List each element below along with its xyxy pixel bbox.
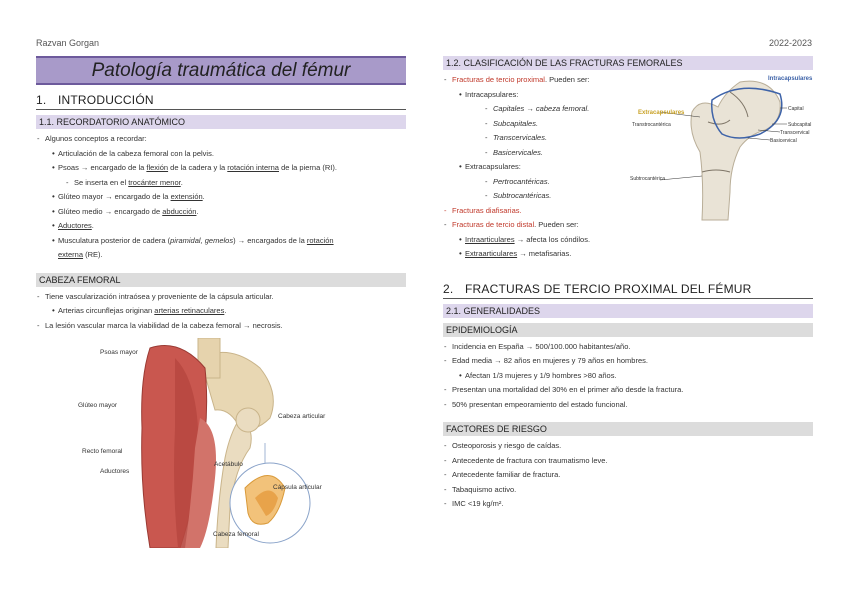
- subsection-generalidades: 2.1. GENERALIDADES: [443, 304, 813, 318]
- subsection-epidemiologia: EPIDEMIOLOGÍA: [443, 323, 813, 337]
- list-item: • Afectan 1/3 mujeres y 1/9 hombres >80 años.: [443, 369, 813, 384]
- section-title: FRACTURAS DE TERCIO PROXIMAL DEL FÉMUR: [465, 281, 752, 296]
- section-fracturas-proximal: [443, 280, 813, 299]
- list-item: - Fracturas de tercio distal. Pueden ser:: [443, 218, 813, 233]
- header-year: 2022-2023: [768, 38, 812, 48]
- list-item: • Intraarticulares → afecta los cóndilos.: [443, 233, 813, 248]
- label-basicervical: Basicervical: [770, 138, 797, 144]
- list-item: - Presentan una mortalidad del 30% en el primer año desde la fractura.: [443, 383, 813, 398]
- label-cabeza-femoral: Cabeza femoral: [213, 531, 259, 538]
- list-item: - Antecedente de fractura con traumatismo leve.: [443, 454, 813, 469]
- list-item: - Pertrocantéricas.: [443, 175, 813, 190]
- list-item: - Algunos conceptos a recordar:: [36, 132, 406, 147]
- list-item: - Subcapitales.: [443, 117, 813, 132]
- list-item: • Articulación de la cabeza femoral con la pelvis.: [36, 147, 406, 162]
- list-item: • Glúteo mayor → encargado de la extensión.: [36, 190, 406, 205]
- label-subtrocanterica: Subtrocantérica: [630, 176, 666, 182]
- label-acetabulo: Acetábulo: [214, 461, 243, 468]
- label-extracapsulares: Extracapsulares: [638, 110, 685, 116]
- list-item: • Extraarticulares → metafisarias.: [443, 247, 813, 262]
- factores-list: [443, 439, 813, 512]
- femur-fracture-figure: [630, 72, 815, 222]
- list-item: - 50% presentan empeoramiento del estado funcional.: [443, 398, 813, 413]
- list-item: - Capitales → cabeza femoral.: [443, 102, 813, 117]
- subsection-clasificacion: 1.2. CLASIFICACIÓN DE LAS FRACTURAS FEMORALES: [443, 56, 813, 70]
- list-item: • Psoas → encargado de la flexión de la cadera y la rotación interna de la pierna (RI).: [36, 161, 406, 176]
- list-item-cont: • externa (RE).: [36, 248, 406, 263]
- section-introduccion: [36, 91, 406, 110]
- list-item: • Musculatura posterior de cadera (piramidal, gemelos) → encargados de la rotación: [36, 234, 406, 249]
- label-subcapital: Subcapital: [788, 122, 812, 128]
- list-item: - Basicervicales.: [443, 146, 813, 161]
- list-item: • Extracapsulares:: [443, 160, 813, 175]
- list-item: - IMC <19 kg/m².: [443, 497, 813, 512]
- cabeza-list: [36, 290, 406, 334]
- left-column: [36, 56, 406, 333]
- label-psoas: Psoas mayor: [100, 349, 138, 356]
- header-author: Razvan Gorgan: [36, 38, 100, 48]
- subsection-recordatorio: 1.1. RECORDATORIO ANATÓMICO: [36, 115, 406, 129]
- list-item: - Osteoporosis y riesgo de caídas.: [443, 439, 813, 454]
- list-item: - Subtrocantéricas.: [443, 189, 813, 204]
- list-item: - La lesión vascular marca la viabilidad de la cabeza femoral → necrosis.: [36, 319, 406, 334]
- hip-anatomy-figure: [80, 338, 340, 548]
- subsection-factores-riesgo: FACTORES DE RIESGO: [443, 422, 813, 436]
- section-number: 2.: [443, 281, 454, 296]
- list-item: • Arterias circunflejas originan arterias retinaculares.: [36, 304, 406, 319]
- hip-anatomy-illustration: [80, 338, 340, 548]
- subsection-cabeza-femoral: CABEZA FEMORAL: [36, 273, 406, 287]
- label-gluteo: Glúteo mayor: [78, 402, 118, 409]
- list-item: • Intracapsulares:: [443, 88, 813, 103]
- list-item: - Transcervicales.: [443, 131, 813, 146]
- list-item: - Incidencia en España → 500/100.000 habitantes/año.: [443, 340, 813, 355]
- list-item: - Antecedente familiar de fractura.: [443, 468, 813, 483]
- list-item: - Fracturas diafisarias.: [443, 204, 813, 219]
- label-transcervical: Transcervical: [780, 130, 810, 136]
- anatomy-list: [36, 132, 406, 263]
- page-title: Patología traumática del fémur: [36, 56, 406, 85]
- list-item: - Tiene vascularización intraósea y proveniente de la cápsula articular.: [36, 290, 406, 305]
- label-cabeza-articular: Cabeza articular: [278, 413, 326, 420]
- list-item: - Edad media → 82 años en mujeres y 79 años en hombres.: [443, 354, 813, 369]
- list-item: • Glúteo medio → encargado de abducción.: [36, 205, 406, 220]
- label-capsula: Cápsula articular: [273, 484, 322, 491]
- list-item: - Fracturas de tercio proximal. Pueden ser:: [443, 73, 813, 88]
- label-transtrocanterica: Transtrocantérica: [632, 122, 671, 128]
- section-number: 1.: [36, 93, 47, 107]
- list-item: - Se inserta en el trocánter menor.: [36, 176, 406, 191]
- label-aductores: Aductores: [100, 468, 130, 475]
- label-capital: Capital: [788, 106, 804, 112]
- section-title: INTRODUCCIÓN: [58, 93, 154, 107]
- list-item: • Aductores.: [36, 219, 406, 234]
- epidemiologia-list: [443, 340, 813, 413]
- femur-fracture-illustration: [630, 72, 815, 222]
- label-intracapsulares: Intracapsulares: [768, 76, 813, 82]
- list-item: - Tabaquismo activo.: [443, 483, 813, 498]
- label-recto: Recto femoral: [82, 448, 123, 455]
